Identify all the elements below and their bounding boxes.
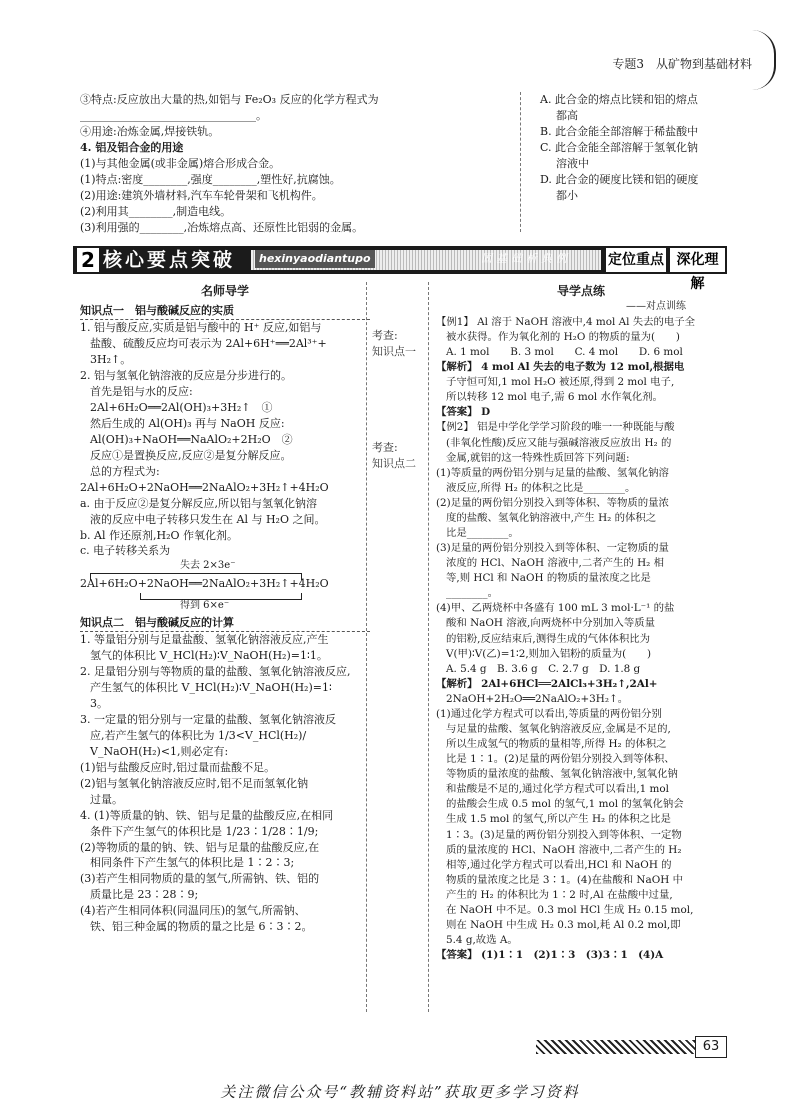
side-ref-value: 知识点一 — [372, 344, 416, 358]
side-ref-label: 考查: — [372, 329, 398, 342]
text-line: V_NaOH(H₂)<1,则必定有: — [90, 744, 229, 758]
banner-box-focus: 定位重点 — [606, 248, 666, 272]
text-line: V(甲)∶V(乙)=1∶2,则加入铝粉的质量为( ) — [446, 647, 652, 660]
footer-note: 关注微信公众号“教辅资料站”获取更多学习资料 — [220, 1083, 580, 1101]
text-line: ________。 — [446, 587, 498, 600]
kp1-title: 知识点一 铝与酸碱反应的实质 — [80, 303, 370, 320]
text-line: 比是________。 — [446, 526, 519, 539]
text-line: 2. 铝与氢氧化钠溶液的反应是分步进行的。 — [80, 369, 292, 383]
text-line: 等,则 HCl 和 NaOH 的物质的量浓度之比是 — [446, 572, 651, 585]
option-line: A. 此合金的熔点比镁和铝的熔点 — [540, 93, 698, 106]
option-line: B. 此合金能全部溶解于稀盐酸中 — [540, 124, 699, 138]
text-line: 的铝粉,反应结束后,测得生成的气体体积比为 — [446, 632, 651, 645]
side-ref-value: 知识点二 — [372, 456, 416, 470]
text-line: 被水获得。作为氧化剂的 H₂O 的物质的量为( ) — [446, 330, 680, 343]
text-line: 物质的量浓度之比是 3∶1。(4)在盐酸和 NaOH 中 — [446, 873, 683, 886]
section-heading: 4. 铝及铝合金的用途 — [80, 140, 184, 154]
text-line: 和盐酸是不足的,通过化学方程式可以看出,1 mol — [446, 783, 669, 796]
text-line: 1. 等量铝分别与足量盐酸、氢氧化钠溶液反应,产生 — [80, 633, 329, 647]
option-line: D. 此合金的硬度比镁和铝的硬度 — [540, 172, 699, 186]
text-line: (1)与其他金属(或非金属)熔合形成合金。 — [80, 156, 281, 170]
text-line: 相同条件下产生氢气的体积比是 1∶2∶3; — [90, 856, 295, 870]
top-right-options — [540, 92, 730, 204]
text-line: 液反应,所得 H₂ 的体积之比是________。 — [446, 481, 636, 494]
text-line: (4)若产生相同体积(同温同压)的氢气,所需钠、 — [80, 904, 306, 918]
text-line: ________________________________。 — [80, 108, 267, 122]
text-line: b. Al 作还原剂,H₂O 作氧化剂。 — [80, 528, 239, 542]
text-line: 盐酸、硫酸反应均可表示为 2Al+6H⁺══2Al³⁺+ — [90, 337, 327, 351]
banner-title: 核心要点突破 — [103, 249, 236, 271]
text-line: (1)铝与盐酸反应时,铝过量而盐酸不足。 — [80, 760, 276, 774]
left-heading: 名师导学 — [200, 284, 249, 298]
banner-tagline: 固基础析典例 — [481, 252, 571, 265]
text-line: 所以转移 12 mol 电子,需 6 mol 水作氧化剂。 — [446, 391, 663, 404]
header-curve-decoration — [752, 30, 776, 90]
text-line: 在 NaOH 中不足。0.3 mol HCl 生成 H₂ 0.15 mol, — [446, 903, 694, 916]
text-line: 比是 1∶1。(2)足量的两份铝分别投入到等体积、 — [446, 753, 675, 766]
text-line: 【例1】 Al 溶于 NaOH 溶液中,4 mol Al 失去的电子全 — [436, 315, 696, 328]
text-line: (3)若产生相同物质的量的氢气,所需钠、铁、铝的 — [80, 872, 320, 886]
text-line: A. 1 mol B. 3 mol C. 4 mol D. 6 mol — [446, 346, 683, 359]
text-line: 总的方程式为: — [90, 464, 160, 478]
option-line: 都高 — [556, 108, 578, 122]
text-line: 与足量的盐酸、氢氧化钠溶液反应,金属是不足的, — [446, 723, 671, 735]
text-line: 液的反应中电子转移只发生在 Al 与 H₂O 之间。 — [90, 512, 326, 526]
text-line: 的盐酸会生成 0.5 mol 的氢气,1 mol 的氢氧化钠会 — [446, 798, 684, 811]
kp2-body — [80, 632, 370, 935]
text-line: Al(OH)₃+NaOH══NaAlO₂+2H₂O ② — [90, 432, 293, 446]
transfer-lose-label: 失去 2×3e⁻ — [180, 560, 236, 572]
text-line: A. 5.4 g B. 3.6 g C. 2.7 g D. 1.8 g — [446, 662, 641, 675]
column-divider — [428, 282, 429, 1012]
text-line: 则在 NaOH 中生成 H₂ 0.3 mol,耗 Al 0.2 mol,即 — [446, 919, 681, 932]
running-header: 专题3 从矿物到基础材料 — [612, 57, 752, 71]
text-line: 生成 1.5 mol 的氢气,所以产生 H₂ 的体积之比是 — [446, 813, 671, 826]
text-line: (2)铝与氢氧化钠溶液反应时,铝不足而氢氧化钠 — [80, 776, 309, 790]
text-line: 2Al+6H₂O+2NaOH══2NaAlO₂+3H₂↑+4H₂O — [80, 480, 329, 494]
text-line: ④用途:冶炼金属,焊接铁轨。 — [80, 124, 220, 138]
text-line: 铁、铝三种金属的物质的量之比是 6∶3∶2。 — [90, 920, 313, 934]
banner-number: 2 — [77, 248, 99, 272]
text-line: 度的盐酸、氢氧化钠溶液中,产生 H₂ 的体积之 — [446, 511, 657, 524]
text-line: (1)特点:密度________,强度________,塑性好,抗腐蚀。 — [80, 172, 341, 186]
kp1-body — [80, 320, 370, 559]
column-divider — [520, 92, 521, 232]
text-line: (2)等物质的量的钠、铁、铝与足量的盐酸反应,在 — [80, 840, 320, 854]
text-line: (1)通过化学方程式可以看出,等质量的两份铝分别 — [436, 707, 662, 720]
text-line: (3)利用强的________,冶炼熔点高、还原性比铝弱的金属。 — [80, 220, 364, 234]
text-line: (4)甲、乙两烧杯中各盛有 100 mL 3 mol·L⁻¹ 的盐 — [436, 602, 675, 615]
right-subheading: ——对点训练 — [626, 301, 686, 313]
text-line: 相等,通过化学方程式可以看出,HCl 和 NaOH 的 — [446, 858, 672, 871]
text-line: 2NaOH+2H₂O══2NaAlO₂+3H₂↑。 — [446, 692, 629, 705]
electron-transfer-diagram — [80, 560, 370, 612]
right-body — [436, 315, 726, 963]
side-ref-2 — [372, 440, 416, 472]
text-line: 3. 一定量的铝分别与一定量的盐酸、氢氧化钠溶液反 — [80, 713, 336, 727]
text-line: a. 由于反应②是复分解反应,所以铝与氢氧化钠溶 — [80, 496, 318, 510]
text-line: 首先是铝与水的反应: — [90, 385, 193, 399]
left-column — [80, 283, 370, 935]
text-line: 等物质的量浓度的盐酸、氢氧化钠溶液中,氢氧化钠 — [446, 768, 678, 781]
banner-box-deepen: 深化理解 — [670, 248, 725, 272]
side-ref-1 — [372, 328, 416, 360]
kp2-title: 知识点二 铝与酸碱反应的计算 — [80, 615, 370, 632]
text-line: 应,若产生氢气的体积比为 1/3<V_HCl(H₂)/ — [90, 728, 307, 742]
text-line: 3。 — [90, 697, 108, 711]
text-line: 过量。 — [90, 792, 123, 806]
text-line: 产生氢气的体积比 V_HCl(H₂)∶V_NaOH(H₂)=1∶ — [90, 681, 332, 695]
text-line: 酸和 NaOH 溶液,向两烧杯中分别加入等质量 — [446, 617, 656, 630]
transfer-equation: 2Al+6H₂O+2NaOH══2NaAlO₂+3H₂↑+4H₂O — [80, 577, 329, 591]
option-line: 溶液中 — [556, 156, 589, 170]
text-line: 条件下产生氢气的体积比是 1/23∶1/28∶1/9; — [90, 824, 319, 838]
text-line: (2)足量的两份铝分别投入到等体积、等物质的量浓 — [436, 496, 669, 509]
text-line: 子守恒可知,1 mol H₂O 被还原,得到 2 mol 电子, — [446, 376, 675, 389]
option-line: C. 此合金能全部溶解于氢氧化钠 — [540, 140, 699, 154]
transfer-gain-label: 得到 6×e⁻ — [180, 600, 230, 612]
text-line: 反应①是置换反应,反应②是复分解反应。 — [90, 448, 292, 462]
text-line: 2Al+6H₂O══2Al(OH)₃+3H₂↑ ① — [90, 401, 273, 415]
text-line: 5.4 g,故选 A。 — [446, 934, 518, 947]
text-line: 1∶3。(3)足量的两份铝分别投入到等体积、一定物 — [446, 828, 682, 841]
text-line: (3)足量的两份铝分别投入到等体积、一定物质的量 — [436, 542, 669, 555]
text-line: 【解析】 4 mol Al 失去的电子数为 12 mol,根据电 — [436, 361, 685, 374]
text-line: (1)等质量的两份铝分别与足量的盐酸、氢氧化钠溶 — [436, 466, 669, 479]
text-line: 产生的 H₂ 的体积比为 1∶2 时,Al 在盐酸中过量, — [446, 888, 673, 901]
text-line: c. 电子转移关系为 — [80, 544, 171, 558]
text-line: 质量比是 23∶28∶9; — [90, 888, 199, 902]
text-line: 3H₂↑。 — [90, 353, 132, 367]
text-line: 【解析】 2Al+6HCl══2AlCl₃+3H₂↑,2Al+ — [436, 677, 658, 690]
side-ref-label: 考查: — [372, 441, 398, 454]
option-line: 都小 — [556, 188, 578, 202]
text-line: 【答案】 (1)1∶1 (2)1∶3 (3)3∶1 (4)A — [436, 949, 664, 962]
text-line: (非氧化性酸)反应又能与强碱溶液反应放出 H₂ 的 — [446, 436, 672, 449]
right-heading: 导学点练 — [556, 284, 605, 298]
text-line: ③特点:反应放出大量的热,如铝与 Fe₂O₃ 反应的化学方程式为 — [80, 93, 379, 106]
text-line: (2)利用其________,制造电线。 — [80, 204, 232, 218]
text-line: 金属,就铝的这一特殊性质回答下列问题: — [446, 451, 630, 464]
text-line: 氢气的体积比 V_HCl(H₂)∶V_NaOH(H₂)=1∶1。 — [90, 649, 328, 663]
text-line: (2)用途:建筑外墙材料,汽车车轮骨架和飞机构件。 — [80, 188, 323, 202]
text-line: 2. 足量铝分别与等物质的量的盐酸、氢氧化钠溶液反应, — [80, 665, 351, 679]
top-left-block — [80, 92, 460, 235]
text-line: 【例2】 铝是中学化学学习阶段的唯一一种既能与酸 — [436, 421, 675, 434]
page-number: 63 — [695, 1036, 727, 1058]
right-column — [436, 283, 726, 963]
text-line: 浓度的 HCl、NaOH 溶液中,二者产生的 H₂ 相 — [446, 557, 665, 570]
text-line: 1. 铝与酸反应,实质是铝与酸中的 H⁺ 反应,如铝与 — [80, 321, 322, 335]
text-line: 4. (1)等质量的钠、铁、铝与足量的盐酸反应,在相同 — [80, 808, 334, 822]
text-line: 【答案】 D — [436, 406, 491, 419]
text-line: 质的量浓度的 HCl、NaOH 溶液中,二者产生的 H₂ — [446, 843, 682, 856]
text-line: 所以生成氢气的物质的量相等,所得 H₂ 的体积之 — [446, 738, 667, 751]
text-line: 然后生成的 Al(OH)₃ 再与 NaOH 反应: — [90, 416, 285, 430]
banner-pinyin: hexinyaodiantupo — [255, 250, 375, 268]
